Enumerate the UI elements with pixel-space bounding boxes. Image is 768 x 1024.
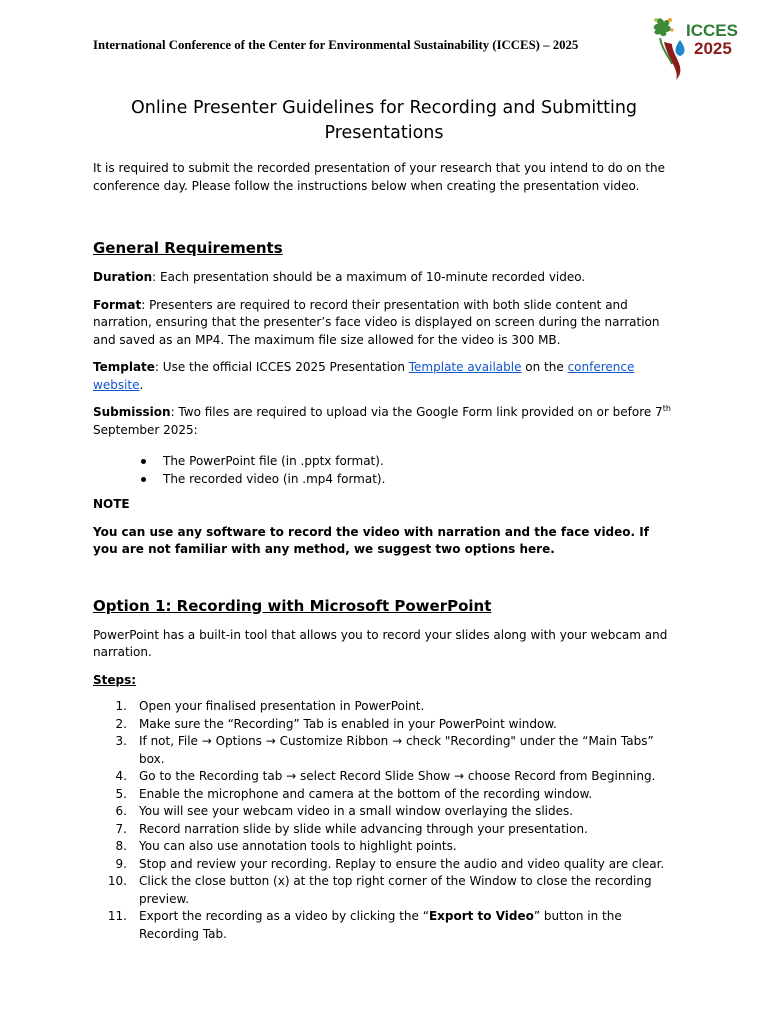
duration-text: : Each presentation should be a maximum of 10-minute recorded video. <box>152 270 586 284</box>
step-text: Go to the Recording tab → select Record Slide Show → choose Record from Beginning. <box>139 769 656 783</box>
step-text-end: ” button in the Recording Tab. <box>139 909 622 941</box>
list-item <box>163 471 675 489</box>
submission-paragraph <box>93 404 675 439</box>
note-label: NOTE <box>93 497 130 511</box>
step-item <box>107 908 675 943</box>
drop-icon <box>660 38 685 80</box>
list-item-text: The PowerPoint file (in .pptx format). <box>163 454 384 468</box>
steps-label: Steps: <box>93 672 137 687</box>
note-text: You can use any software to record the video with narration and the face video. If you are not familiar with any method, we suggest two options here. <box>93 524 649 556</box>
bullet-icon <box>141 477 146 482</box>
step-text: Record narration slide by slide while advancing through your presentation. <box>139 821 588 836</box>
template-link[interactable]: Template available <box>408 360 522 374</box>
step-number: 4. <box>115 769 127 783</box>
intro-paragraph: It is required to submit the recorded presentation of your research that you intend to do on the conference day. Please follow the instructions below when creating the presentation video. <box>93 161 665 193</box>
step-text: You can also use annotation tools to highlight points. <box>139 839 457 853</box>
export-to-video-label: Export to Video <box>428 909 534 923</box>
steps-list <box>93 698 675 943</box>
template-paragraph <box>93 359 675 394</box>
step-item <box>115 733 675 768</box>
option1-intro: PowerPoint has a built-in tool that allows you to record your slides along with your webcam and narration. <box>93 627 668 659</box>
submission-files-list <box>93 453 675 488</box>
step-number: 1. <box>115 699 127 713</box>
step-number: 5. <box>115 786 127 801</box>
step-number: 11. <box>107 909 127 923</box>
submission-label: Submission <box>93 405 171 419</box>
option1-heading: Option 1: Recording with Microsoft PowerPoint <box>93 596 492 615</box>
submission-text-1: : Two files are required to upload via the Google Form link provided on or before 7 <box>170 405 663 419</box>
step-text: Make sure the “Recording” Tab is enabled in your PowerPoint window. <box>139 716 557 731</box>
bullet-icon <box>141 459 146 464</box>
duration-label: Duration <box>93 270 153 284</box>
step-text: Open your finalised presentation in PowerPoint. <box>139 699 425 713</box>
step-number: 10. <box>107 874 127 888</box>
step-number: 8. <box>115 839 127 853</box>
logo-text-icces: ICCES <box>686 21 738 40</box>
format-text: : Presenters are required to record their presentation with both slide content and narration, ensuring that the presenter’s face video is displayed on screen during the narration and saved as an MP4. The maximum file size allowed for the video is 300 MB. <box>93 297 660 347</box>
icces-logo <box>650 14 738 80</box>
template-text-1: : Use the official ICCES 2025 Presentation <box>154 360 409 374</box>
list-item <box>163 453 675 471</box>
document-body <box>93 96 675 943</box>
submission-text-2: September 2025: <box>93 422 198 437</box>
step-text: Stop and review your recording. Replay to ensure the audio and video quality are clear. <box>139 856 665 871</box>
step-text: Enable the microphone and camera at the bottom of the recording window. <box>139 786 593 801</box>
step-item <box>115 716 675 734</box>
template-text-2: on the <box>521 360 568 374</box>
title-line-2: Presentations <box>324 123 444 143</box>
step-text: Click the close button (x) at the top right corner of the Window to close the recording preview. <box>139 874 652 906</box>
conference-header: International Conference of the Center for Environmental Sustainability (ICCES) – 2025 <box>93 38 579 52</box>
step-number: 6. <box>115 804 127 818</box>
logo-text-year: 2025 <box>694 39 732 58</box>
step-number: 9. <box>115 856 127 871</box>
conference-website-link[interactable]: conference website <box>93 360 635 392</box>
step-item <box>107 873 675 908</box>
duration-paragraph <box>93 269 675 287</box>
step-item <box>115 856 675 874</box>
step-item <box>115 786 675 804</box>
template-label: Template <box>93 360 155 374</box>
general-requirements-heading: General Requirements <box>93 239 283 257</box>
submission-superscript: th <box>662 404 671 413</box>
page-title <box>93 96 675 146</box>
step-number: 2. <box>115 716 127 731</box>
step-item <box>115 698 675 716</box>
title-line-1: Online Presenter Guidelines for Recording and Submitting <box>130 98 638 118</box>
leaf-icon <box>654 18 674 36</box>
step-item <box>115 803 675 821</box>
step-item <box>115 768 675 786</box>
step-text: You will see your webcam video in a small window overlaying the slides. <box>139 804 574 818</box>
step-item <box>115 838 675 856</box>
step-number: 7. <box>115 821 127 836</box>
step-text: Export the recording as a video by clicking the “ <box>139 909 429 923</box>
template-text-3: . <box>139 377 144 392</box>
step-item <box>115 821 675 839</box>
format-label: Format <box>93 297 142 312</box>
step-number: 3. <box>115 734 127 748</box>
step-text: If not, File → Options → Customize Ribbon → check "Recording" under the “Main Tabs” box. <box>139 734 654 766</box>
list-item-text: The recorded video (in .mp4 format). <box>163 471 386 486</box>
format-paragraph <box>93 297 675 350</box>
